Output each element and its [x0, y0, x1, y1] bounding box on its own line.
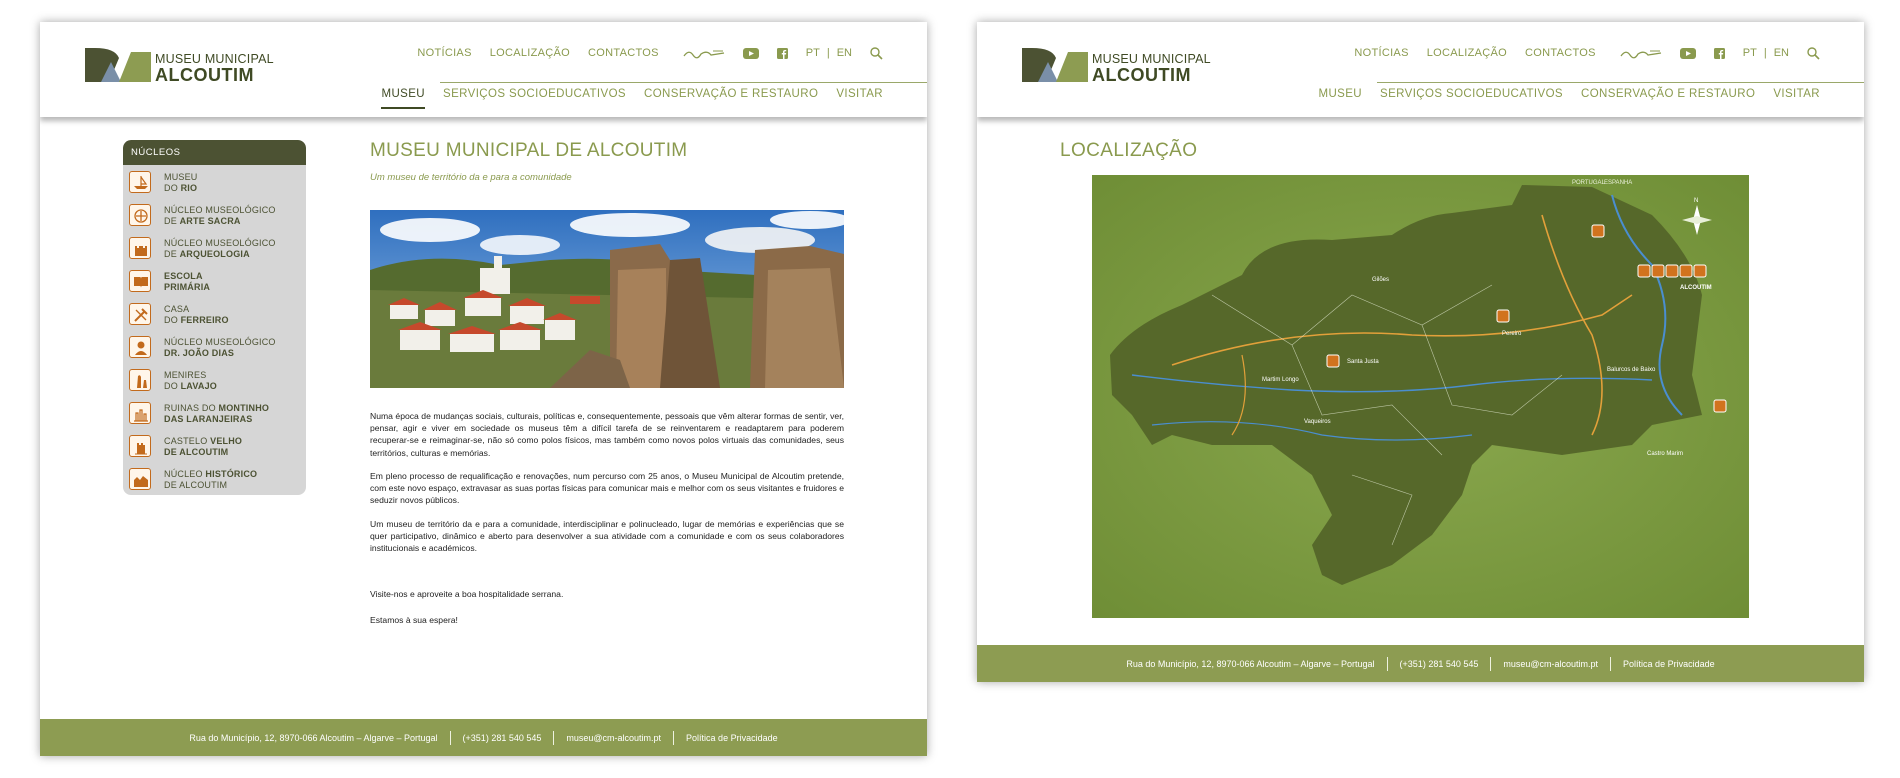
boat-icon: [129, 171, 151, 193]
sidebar-header: NÚCLEOS: [123, 140, 306, 165]
sidebar-item[interactable]: [123, 363, 306, 396]
sidebar-item-line-2: DE ALCOUTIM: [164, 447, 229, 457]
logo-line-1: MUSEU MUNICIPAL: [1092, 52, 1211, 66]
site-header: [977, 22, 1864, 117]
sidebar-item-line-2: DAS LARANJEIRAS: [164, 414, 253, 424]
youtube-icon[interactable]: [1680, 48, 1696, 59]
top-nav: [1336, 45, 1820, 61]
sidebar-item[interactable]: [123, 165, 306, 198]
paragraph-3: Um museu de território da e para a comunidade, interdisciplinar e polinucleado, lugar de memórias e experiências que se quer participativo, dinâmico e aberto para desenvolver a sua atividade com a comunidade e com os seus colaboradores institucionais e académicos.: [370, 519, 844, 554]
sidebar-item-line-1: MENIRES: [164, 370, 207, 380]
logo[interactable]: [1022, 48, 1212, 88]
footer-email[interactable]: museu@cm-alcoutim.pt: [566, 732, 662, 743]
map-label-vaqueiros: Vaqueiros: [1304, 419, 1331, 425]
sidebar-item[interactable]: [123, 429, 306, 462]
paragraph-2: Em pleno processo de requalificação e renovações, num percurso com 25 anos, o Museu Municipal de Alcoutim pretende, com este novo espaço, extravasar as suas portas físicas para comunicar mais e melhor com os seus visitantes e fruidores e seduzir novos públicos.: [370, 471, 844, 506]
logo-mark-icon: [85, 48, 153, 82]
tab-museu[interactable]: MUSEU: [381, 88, 425, 109]
map-label-balurcos: Balurcos de Baixo: [1607, 367, 1656, 373]
menhir-icon: [129, 369, 151, 391]
logo-line-1: MUSEU MUNICIPAL: [155, 52, 274, 66]
sidebar-item[interactable]: [123, 297, 306, 330]
castle-icon: [129, 237, 151, 259]
signature-logo-icon[interactable]: [1620, 47, 1662, 59]
lang-en[interactable]: EN: [836, 47, 852, 59]
sidebar-item-line-2: DO FERREIRO: [164, 315, 229, 325]
footer-address: Rua do Município, 12, 8970-066 Alcoutim – Algarve – Portugal: [1126, 658, 1375, 669]
map-label-castro-marim: Castro Marim: [1647, 451, 1684, 457]
top-nav: [399, 45, 883, 61]
main-nav: [363, 88, 883, 109]
footer-phone[interactable]: (+351) 281 540 545: [462, 732, 542, 743]
sidebar-item-line-2: DE ARTE SACRA: [164, 216, 241, 226]
nucleos-sidebar: [123, 140, 306, 495]
tab-conservacao[interactable]: CONSERVAÇÃO E RESTAURO: [1581, 88, 1756, 100]
signature-logo-icon[interactable]: [683, 47, 725, 59]
tab-visitar[interactable]: VISITAR: [836, 88, 883, 100]
sidebar-item-line-1: CASA: [164, 304, 190, 314]
site-footer: [40, 719, 927, 756]
tab-museu[interactable]: MUSEU: [1318, 88, 1362, 100]
sidebar-item-line-2: DE ALCOUTIM: [164, 480, 228, 490]
header-divider: [1377, 82, 1864, 83]
footer-email[interactable]: museu@cm-alcoutim.pt: [1503, 658, 1599, 669]
sidebar-item[interactable]: [123, 462, 306, 495]
sidebar-item-line-1: NÚCLEO MUSEOLÓGICO: [164, 238, 276, 248]
historic-icon: [129, 468, 151, 490]
nav-contactos[interactable]: CONTACTOS: [588, 47, 659, 59]
village-photo: [370, 210, 844, 388]
lang-en[interactable]: EN: [1773, 47, 1789, 59]
site-footer: [977, 645, 1864, 682]
facebook-icon[interactable]: [1714, 48, 1725, 59]
map-label-espanha: ESPANHA: [1604, 180, 1633, 186]
sidebar-item-line-1: NÚCLEO MUSEOLÓGICO: [164, 337, 276, 347]
hammer-icon: [129, 303, 151, 325]
compass-north-label: N: [1694, 198, 1699, 204]
nav-contactos[interactable]: CONTACTOS: [1525, 47, 1596, 59]
search-icon[interactable]: [870, 47, 883, 60]
sidebar-item[interactable]: [123, 264, 306, 297]
sidebar-item-line-2: DE ARQUEOLOGIA: [164, 249, 250, 259]
map-label-santa-justa: Santa Justa: [1347, 359, 1379, 365]
tab-servicos[interactable]: SERVIÇOS SOCIOEDUCATIVOS: [443, 88, 626, 100]
lang-separator: |: [1763, 47, 1767, 59]
nav-localizacao[interactable]: LOCALIZAÇÃO: [489, 47, 571, 59]
ruins-icon: [129, 402, 151, 424]
page-subtitle: Um museu de território da e para a comunidade: [370, 172, 572, 183]
logo-mark-icon: [1022, 48, 1090, 82]
tab-conservacao[interactable]: CONSERVAÇÃO E RESTAURO: [644, 88, 819, 100]
nav-noticias[interactable]: NOTÍCIAS: [417, 47, 472, 59]
site-header: [40, 22, 927, 117]
sidebar-item-line-2: DR. JOÃO DIAS: [164, 348, 235, 358]
footer-privacy-link[interactable]: Política de Privacidade: [686, 732, 778, 743]
location-map[interactable]: [1092, 175, 1749, 618]
nav-noticias[interactable]: NOTÍCIAS: [1354, 47, 1409, 59]
paragraph-4: Visite-nos e aproveite a boa hospitalidade serrana.: [370, 589, 564, 599]
sidebar-item[interactable]: [123, 396, 306, 429]
map-label-portugal: PORTUGAL: [1572, 180, 1605, 186]
map-label-giloes: Gilões: [1372, 277, 1390, 283]
sidebar-item-line-1: ESCOLA: [164, 271, 203, 281]
search-icon[interactable]: [1807, 47, 1820, 60]
lang-pt[interactable]: PT: [1742, 47, 1757, 59]
tower-icon: [129, 435, 151, 457]
youtube-icon[interactable]: [743, 48, 759, 59]
book-icon: [129, 270, 151, 292]
nav-localizacao[interactable]: LOCALIZAÇÃO: [1426, 47, 1508, 59]
page-title: LOCALIZAÇÃO: [1060, 140, 1198, 161]
logo-line-2: ALCOUTIM: [1092, 65, 1191, 85]
sidebar-item[interactable]: [123, 198, 306, 231]
sidebar-item[interactable]: [123, 330, 306, 363]
bust-icon: [129, 336, 151, 358]
sidebar-item-line-1: RUINAS DO MONTINHO: [164, 403, 270, 413]
facebook-icon[interactable]: [777, 48, 788, 59]
footer-address: Rua do Município, 12, 8970-066 Alcoutim – Algarve – Portugal: [189, 732, 438, 743]
footer-privacy-link[interactable]: Política de Privacidade: [1623, 658, 1715, 669]
sidebar-item-line-1: NÚCLEO MUSEOLÓGICO: [164, 205, 276, 215]
cross-icon: [129, 204, 151, 226]
tab-visitar[interactable]: VISITAR: [1773, 88, 1820, 100]
map-label-alcoutim: ALCOUTIM: [1680, 285, 1712, 291]
lang-separator: |: [826, 47, 830, 59]
tab-servicos[interactable]: SERVIÇOS SOCIOEDUCATIVOS: [1380, 88, 1563, 100]
page-localizacao: [977, 22, 1864, 682]
map-label-martim-longo: Martim Longo: [1262, 377, 1299, 383]
sidebar-item-line-2: DO RIO: [164, 183, 198, 193]
header-divider: [440, 82, 927, 83]
sidebar-item-line-1: NÚCLEO HISTÓRICO: [164, 469, 258, 479]
lang-pt[interactable]: PT: [805, 47, 820, 59]
main-nav: [1300, 88, 1820, 107]
map-label-pereiro: Pereiro: [1502, 331, 1522, 337]
sidebar-item[interactable]: [123, 231, 306, 264]
sidebar-item-line-2: DO LAVAJO: [164, 381, 217, 391]
paragraph-5: Estamos à sua espera!: [370, 615, 458, 625]
sidebar-item-line-1: MUSEU: [164, 172, 198, 182]
paragraph-1: Numa época de mudanças sociais, culturais, políticas e, consequentemente, pessoais que vêm alterar formas de sentir, ver, pensar, agir e viver em sociedade os museus têm a difícil tarefa de se reinventarem e readaptarem para poderem recuperar-se e reimaginar-se, não só como polos físicos, mas também como novos polos virtuais das comunidades, seus territórios, culturas e memórias.: [370, 411, 844, 458]
page-title: MUSEU MUNICIPAL DE ALCOUTIM: [370, 140, 688, 161]
page-museu: [40, 22, 927, 756]
sidebar-item-line-1: CASTELO VELHO: [164, 436, 243, 446]
footer-phone[interactable]: (+351) 281 540 545: [1399, 658, 1479, 669]
logo-line-2: ALCOUTIM: [155, 65, 254, 85]
sidebar-item-line-2: PRIMÁRIA: [164, 282, 211, 292]
logo[interactable]: [85, 48, 275, 88]
